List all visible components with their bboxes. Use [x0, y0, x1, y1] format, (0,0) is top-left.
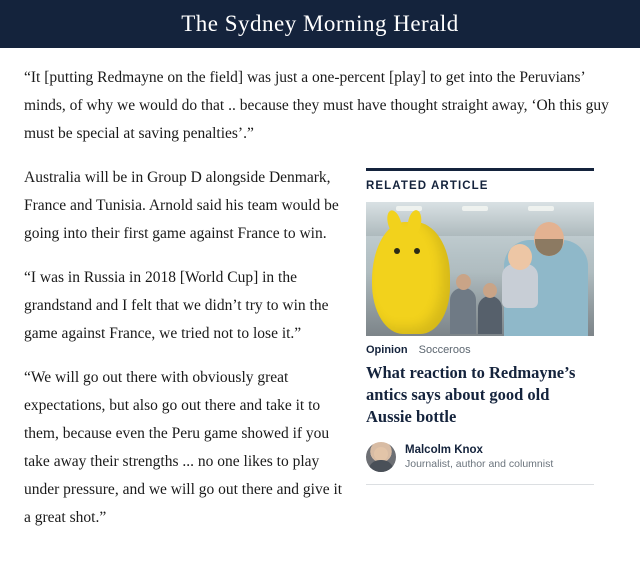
- thumbnail-bystander: [450, 288, 476, 334]
- thumbnail-child-body: [502, 264, 538, 308]
- avatar-shoulders: [368, 460, 394, 472]
- byline-text: [405, 443, 553, 471]
- thumbnail-bystander-head: [483, 283, 497, 298]
- thumbnail-light: [528, 206, 554, 211]
- article-columns: [24, 164, 616, 548]
- author-name[interactable]: Malcolm Knox: [405, 444, 483, 457]
- thumbnail-bystander: [478, 296, 502, 334]
- article-text-column: [24, 164, 344, 548]
- masthead-title[interactable]: The Sydney Morning Herald: [181, 11, 459, 36]
- kangaroo-eye: [414, 248, 420, 254]
- article-paragraph-2: Australia will be in Group D alongside Denmark, France and Tunisia. Arnold said his team would be going into their first game against France to win.: [24, 169, 339, 242]
- avatar-face: [374, 447, 388, 461]
- kicker-topic-label[interactable]: Socceroos: [418, 344, 471, 356]
- related-article-label: RELATED ARTICLE: [366, 180, 489, 192]
- kangaroo-eye: [394, 248, 400, 254]
- kicker-opinion-label[interactable]: Opinion: [366, 344, 408, 356]
- related-article-kicker: [366, 344, 594, 356]
- related-divider: [366, 168, 594, 171]
- related-article-byline[interactable]: [366, 442, 594, 485]
- thumbnail-light: [462, 206, 488, 211]
- site-masthead: [0, 0, 640, 48]
- related-article-headline[interactable]: What reaction to Redmayne’s antics says about good old Aussie bottle: [366, 363, 576, 426]
- article-paragraph-1: “It [putting Redmayne on the field] was just a one-percent [play] to get into the Peruvians’ minds, of why we would do that .. because they must have thought straight away, ‘Oh this guy must be special at saving penalties’.”: [24, 69, 609, 142]
- article-paragraph-4: “We will go out there with obviously great expectations, but also go out there and take it to them, because even the Peru game showed if you take away their strengths ... no one likes to play under pressure, and we will go out there and give it a great shot.”: [24, 369, 343, 526]
- kangaroo-mascot: [372, 222, 450, 334]
- author-role: Journalist, author and columnist: [405, 457, 554, 470]
- avatar: [366, 442, 396, 472]
- related-article-thumbnail[interactable]: [366, 202, 594, 336]
- thumbnail-bystander-head: [456, 274, 471, 290]
- thumbnail-child-head: [508, 244, 532, 270]
- related-article-card[interactable]: [366, 164, 594, 485]
- article-body: [0, 48, 640, 548]
- article-paragraph-3: “I was in Russia in 2018 [World Cup] in the grandstand and I felt that we didn’t try to win the game against France, we tried not to lose it.”: [24, 269, 329, 342]
